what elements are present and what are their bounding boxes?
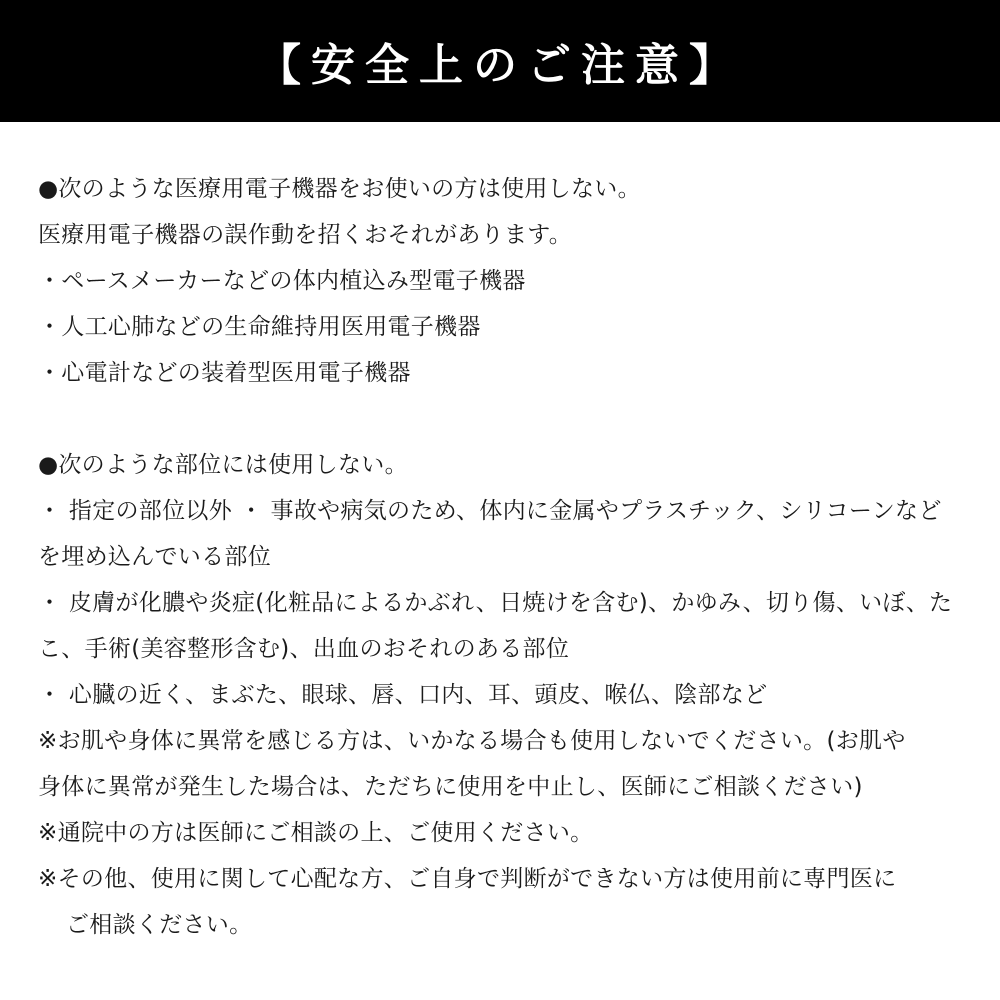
note-line: ※通院中の方は医師にご相談の上、ご使用ください。 — [38, 820, 594, 846]
note-line: ※その他、使用に関して心配な方、ご自身で判断ができない方は使用前に専門医に — [38, 866, 897, 892]
note-line-continued: 身体に異常が発生した場合は、ただちに使用を中止し、医師にご相談ください) — [38, 774, 863, 800]
section1-intro: 医療用電子機器の誤作動を招くおそれがあります。 — [38, 222, 573, 248]
note-line: ※お肌や身体に異常を感じる方は、いかなる場合も使用しないでください。(お肌や — [38, 728, 906, 754]
list-item: ・人工心肺などの生命維持用医用電子機器 — [38, 314, 481, 340]
spacer — [38, 396, 968, 442]
list-item-continued: を埋め込んでいる部位 — [38, 544, 271, 570]
section2-heading: ●次のような部位には使用しない。 — [38, 452, 408, 478]
list-item: ・ 指定の部位以外 ・ 事故や病気のため、体内に金属やプラスチック、シリコーンなど — [38, 498, 942, 524]
note-line-continued: ご相談ください。 — [66, 912, 253, 938]
notice-body — [38, 166, 968, 948]
section1-heading: ●次のような医療用電子機器をお使いの方は使用しない。 — [38, 176, 641, 202]
list-item: ・ 皮膚が化膿や炎症(化粧品によるかぶれ、日焼けを含む)、かゆみ、切り傷、いぼ、た — [38, 590, 953, 616]
list-item: ・ペースメーカーなどの体内植込み型電子機器 — [38, 268, 526, 294]
list-item: ・心電計などの装着型医用電子機器 — [38, 360, 411, 386]
list-item: ・ 心臓の近く、まぶた、眼球、唇、口内、耳、頭皮、喉仏、陰部など — [38, 682, 768, 708]
header-banner — [0, 0, 1000, 122]
list-item-continued: こ、手術(美容整形含む)、出血のおそれのある部位 — [38, 636, 570, 662]
page-title: 【安全上のご注意】 — [257, 40, 743, 91]
